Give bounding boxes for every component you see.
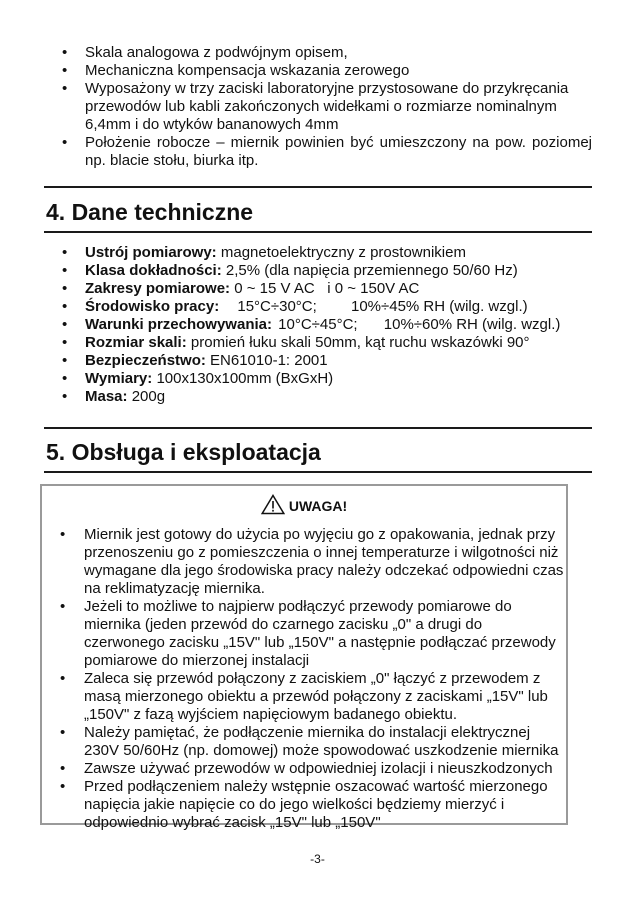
spec-value: 0 ~ 15 V AC i 0 ~ 150V AC [234, 280, 420, 297]
spec-label: Ustrój pomiarowy: [85, 244, 217, 261]
spec-value: 200g [131, 388, 166, 405]
section-divider [44, 231, 592, 233]
spec-item [44, 334, 592, 352]
spec-value: 100x130x100mm (BxGxH) [156, 370, 334, 387]
spec-item [44, 352, 592, 370]
list-item: • Wyposażony w trzy zaciski laboratoryjne przystosowane do przykręcania przewodów lub kabli zakończonych widełkami o rozmiarze nominalnym 6,4mm i do wtyków bananowych 4mm [44, 80, 592, 134]
spec-item [44, 316, 592, 334]
spec-label: Klasa dokładności: [85, 262, 222, 279]
spec-item [44, 370, 592, 388]
warning-header [42, 494, 566, 517]
spec-label: Warunki przechowywania: [85, 316, 272, 333]
warning-item: • Zaleca się przewód połączony z zaciskiem „0" łączyć z przewodem z masą mierzonego obiektu a przewód połączony z zaciskami „15V" lub „150V" z fazą wyjściem napięciowym badanego obiektu. [44, 670, 564, 724]
section-title-technical-data: 4. Dane techniczne [46, 199, 254, 225]
warning-item: • Zawsze używać przewodów w odpowiedniej izolacji i nieuszkodzonych [44, 760, 564, 778]
spec-value: magnetoelektryczny z prostownikiem [220, 244, 466, 261]
technical-specs-list [44, 244, 592, 406]
spec-value: promień łuku skali 50mm, kąt ruchu wskazówki 90° [190, 334, 530, 351]
spec-label: Środowisko pracy: [85, 298, 220, 315]
warning-item: • Należy pamiętać, że podłączenie miernika do instalacji elektrycznej 230V 50/60Hz (np. domowej) może spowodować uszkodzenie miernika [44, 724, 564, 760]
features-list [44, 44, 592, 170]
spec-label: Zakresy pomiarowe: [85, 280, 231, 297]
spec-item [44, 280, 592, 298]
spec-item [44, 298, 592, 316]
spec-item [44, 388, 592, 406]
spec-label: Masa: [85, 388, 128, 405]
spec-value: 2,5% (dla napięcia przemiennego 50/60 Hz) [225, 262, 518, 279]
spec-value-humidity: 10%÷60% RH (wilg. wzgl.) [383, 316, 561, 333]
spec-value: EN61010-1: 2001 [210, 352, 328, 369]
spec-label: Rozmiar skali: [85, 334, 187, 351]
spec-value-humidity: 10%÷45% RH (wilg. wzgl.) [350, 298, 528, 315]
list-item: • Mechaniczna kompensacja wskazania zerowego [44, 62, 592, 80]
spec-value: 10°C÷45°C; [278, 316, 358, 333]
warning-box [40, 484, 568, 831]
warning-triangle-icon [261, 494, 285, 515]
spec-label: Wymiary: [85, 370, 153, 387]
spec-label: Bezpieczeństwo: [85, 352, 206, 369]
section-divider [44, 471, 592, 473]
section-divider [44, 427, 592, 429]
list-item: • Położenie robocze – miernik powinien być umieszczony na pow. poziomej np. blacie stołu, biurka itp. [44, 134, 592, 170]
warning-item: • Miernik jest gotowy do użycia po wyjęciu go z opakowania, jednak przy przenoszeniu go z pomieszczenia o innej temperaturze i wilgotności niż wymagane dla jego środowiska pracy należy odczekać odpowiedni czas na reklimatyzację miernika. [44, 526, 564, 598]
warning-title: UWAGA! [288, 498, 348, 514]
warning-item: • Przed podłączeniem należy wstępnie oszacować wartość mierzonego napięcia jakie napięcie co do jego wielkości będziemy mierzyć i odpowiednio wybrać zacisk „15V" lub „150V" [44, 778, 564, 832]
warning-list [44, 526, 564, 832]
section-title-operation: 5. Obsługa i eksploatacja [46, 439, 321, 465]
spec-value: 15°C÷30°C; [237, 298, 317, 315]
list-item: • Skala analogowa z podwójnym opisem, [44, 44, 592, 62]
page-number: -3- [310, 852, 325, 866]
section-divider [44, 186, 592, 188]
warning-item: • Jeżeli to możliwe to najpierw podłączyć przewody pomiarowe do miernika (jeden przewód do czarnego zacisku „0" a drugi do czerwonego zacisku „15V" lub „150V" a następnie podłączać przewody pomiarowe do mierzonej instalacji [44, 598, 564, 670]
spec-item [44, 244, 592, 262]
spec-item [44, 262, 592, 280]
